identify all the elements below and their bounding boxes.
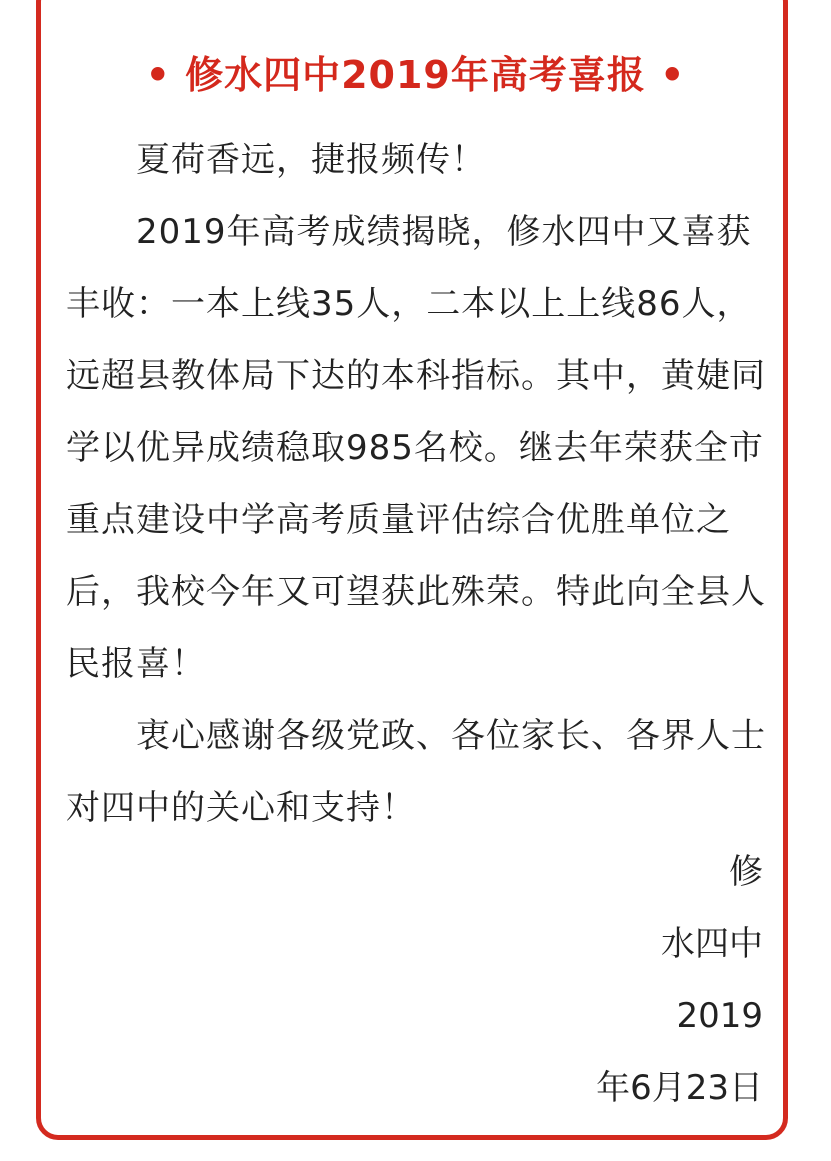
notice-title: • 修水四中2019年高考喜报 •: [145, 53, 686, 97]
signature-line-2: 水四中: [661, 924, 763, 964]
paragraph-opening: 夏荷香远，捷报频传！: [136, 140, 486, 180]
signature-line-1: 修: [729, 852, 763, 892]
signature-line-3: 2019: [676, 996, 763, 1036]
notice-body: [66, 124, 766, 844]
signature-date: 年6月23日: [596, 1068, 763, 1108]
paragraph-thanks: 衷心感谢各级党政、各位家长、各界人士对四中的关心和支持！: [66, 716, 766, 828]
paragraph-results: 2019年高考成绩揭晓，修水四中又喜获丰收：一本上线35人，二本以上上线86人，远超县教体局下达的本科指标。其中，黄婕同学以优异成绩稳取985名校。继去年荣获全市重点建设中学高考质量评估综合优胜单位之后，我校今年又可望获此殊荣。特此向全县人民报喜！: [66, 212, 766, 684]
